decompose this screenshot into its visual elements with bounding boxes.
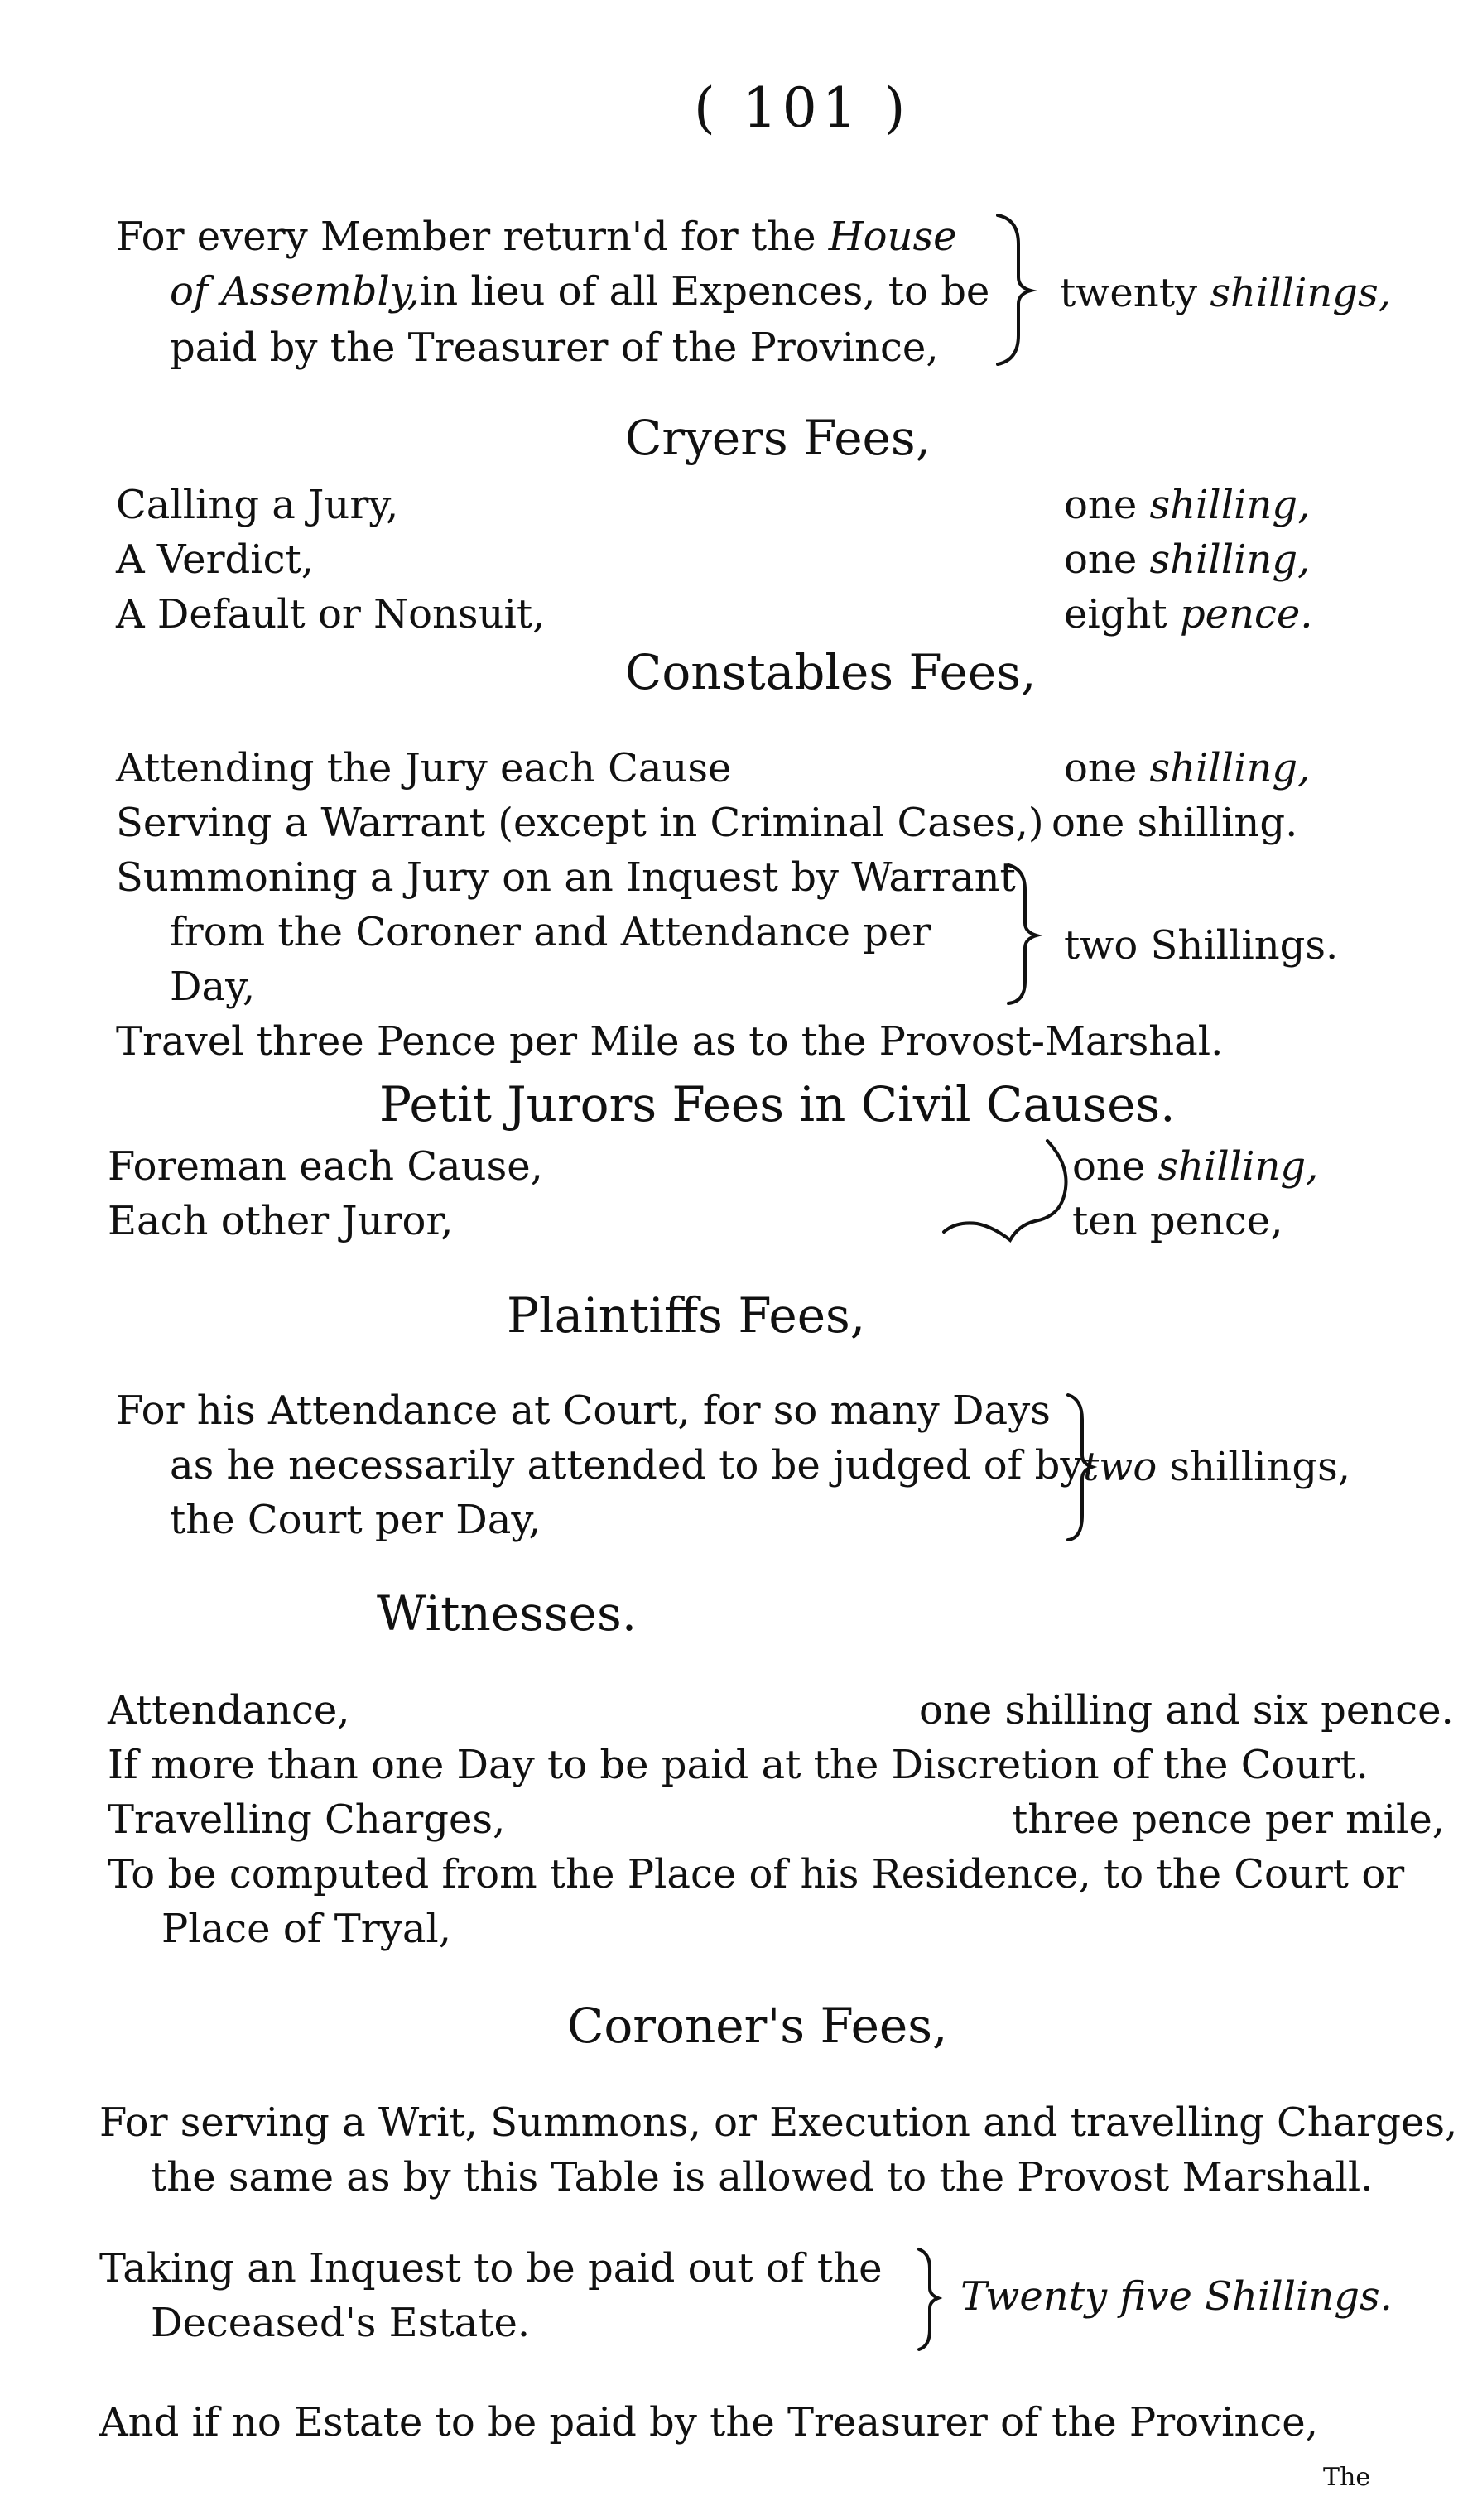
- coroners-writ-line-1: For serving a Writ, Summons, or Execution and travelling Charges,: [99, 2099, 1458, 2146]
- page-number: ( 101 ): [694, 76, 911, 140]
- petit-fee: ten pence,: [1072, 1198, 1283, 1244]
- constables-fee: two Shillings.: [1064, 922, 1339, 969]
- petit-fee: one shilling,: [1072, 1143, 1319, 1190]
- assembly-line-1: For every Member return'd for the House: [116, 214, 957, 260]
- witnesses-item: Travelling Charges,: [108, 1796, 506, 1843]
- witnesses-fee: one shilling and six pence.: [919, 1687, 1454, 1734]
- assembly-line-3: paid by the Treasurer of the Province,: [170, 325, 939, 371]
- cryers-heading: Cryers Fees,: [625, 410, 931, 466]
- coroners-inquest-line-1: Taking an Inquest to be paid out of the: [99, 2245, 883, 2292]
- brace-icon: [915, 2245, 948, 2353]
- coroners-writ-line-2: the same as by this Table is allowed to the Provost Marshall.: [151, 2154, 1374, 2200]
- constables-item: Attending the Jury each Cause: [116, 745, 732, 791]
- witnesses-fee: three pence per mile,: [1012, 1796, 1446, 1843]
- brace-icon: [994, 211, 1043, 368]
- plaintiffs-fee: two shillings,: [1083, 1444, 1351, 1490]
- constables-summon-line-1: Summoning a Jury on an Inquest by Warrant: [116, 854, 1016, 901]
- assembly-line-2: of Assembly,in lieu of all Expences, to be: [170, 268, 990, 315]
- coroners-last-line: And if no Estate to be paid by the Treasurer of the Province,: [99, 2399, 1318, 2445]
- plaintiffs-line-3: the Court per Day,: [170, 1497, 541, 1543]
- coroners-inquest-line-2: Deceased's Estate.: [151, 2300, 531, 2346]
- coroners-inquest-fee: Twenty five Shillings.: [960, 2273, 1393, 2320]
- constables-fee: one shilling,: [1064, 745, 1311, 791]
- cryers-fee: one shilling,: [1064, 482, 1311, 528]
- witnesses-compute-line-1: To be computed from the Place of his Residence, to the Court or: [108, 1851, 1405, 1897]
- petit-item: Foreman each Cause,: [108, 1143, 543, 1190]
- petit-item: Each other Juror,: [108, 1198, 454, 1244]
- cryers-item: A Verdict,: [116, 536, 315, 583]
- constables-summon-line-2: from the Coroner and Attendance per: [170, 909, 931, 955]
- cryers-fee: one shilling,: [1064, 536, 1311, 583]
- catchword: The: [1323, 2463, 1371, 2492]
- constables-travel: Travel three Pence per Mile as to the Provost-Marshal.: [116, 1018, 1224, 1065]
- cryers-fee: eight pence.: [1064, 591, 1313, 637]
- brace-icon: [911, 1134, 1076, 1250]
- cryers-item: Calling a Jury,: [116, 482, 399, 528]
- witnesses-item: Attendance,: [108, 1687, 350, 1734]
- petit-heading: Petit Jurors Fees in Civil Causes.: [379, 1076, 1176, 1133]
- plaintiffs-line-2: as he necessarily attended to be judged of by: [170, 1442, 1083, 1488]
- assembly-fee: twenty shillings,: [1060, 270, 1391, 316]
- constables-item: Serving a Warrant (except in Criminal Cases,): [116, 800, 1044, 846]
- witnesses-more: If more than one Day to be paid at the Discretion of the Court.: [108, 1742, 1369, 1788]
- witnesses-heading: Witnesses.: [377, 1585, 638, 1642]
- brace-icon: [1002, 861, 1052, 1006]
- constables-heading: Constables Fees,: [625, 644, 1037, 700]
- constables-fee: one shilling.: [1052, 800, 1298, 846]
- constables-summon-line-3: Day,: [170, 964, 256, 1010]
- coroners-heading: Coroner's Fees,: [567, 1998, 948, 2054]
- plaintiffs-line-1: For his Attendance at Court, for so many Days: [116, 1387, 1051, 1434]
- cryers-item: A Default or Nonsuit,: [116, 591, 546, 637]
- plaintiffs-heading: Plaintiffs Fees,: [507, 1287, 866, 1344]
- witnesses-compute-line-2: Place of Tryal,: [161, 1906, 452, 1952]
